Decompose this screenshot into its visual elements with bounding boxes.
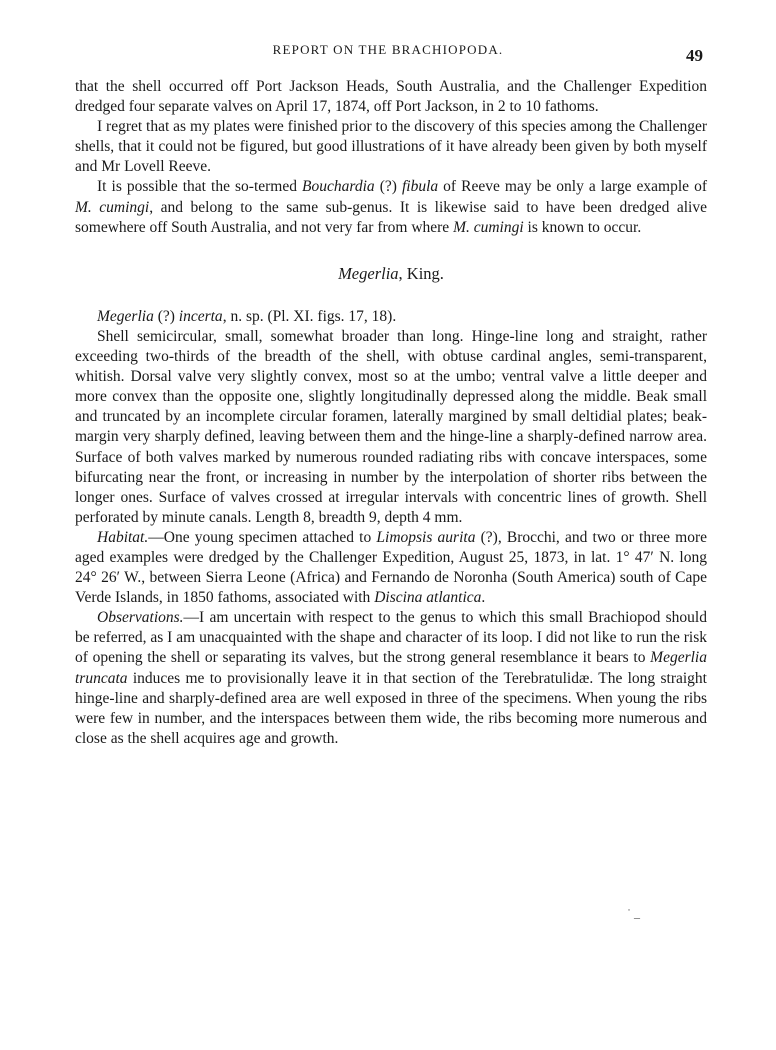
observations-label: Observations. bbox=[97, 609, 184, 627]
species-heading: Megerlia (?) incerta, n. sp. (Pl. XI. figs. 17, 18). bbox=[97, 307, 397, 325]
paragraph-bouchardia: It is possible that the so-termed Bouchardia (?) fibula of Reeve may be only a large example of M. cumingi, and belong to the same sub-genus. It is likewise said to have been dredged alive somewhere off South Australia, and not very far from where M. cumingi is known to occur. bbox=[75, 178, 707, 236]
paragraph-continuation: that the shell occurred off Port Jackson Heads, South Australia, and the Challenger Expedition dredged four separate valves on April 17, 1874, off Port Jackson, in 2 to 10 fathoms. bbox=[75, 78, 707, 116]
genus-name: Megerlia bbox=[338, 263, 399, 283]
running-header: REPORT ON THE BRACHIOPODA. bbox=[272, 42, 504, 57]
page-number: 49 bbox=[686, 46, 703, 65]
body-text bbox=[75, 77, 707, 749]
species-description: Shell semicircular, small, somewhat broader than long. Hinge-line long and straight, rather exceeding two-thirds of the breadth of the shell, with obtuse cardinal angles, semi-transparent, whitish. Dorsal valve very slightly convex, most so at the umbo; ventral valve a little deeper and more convex than the opposite one, slightly longitudinally depressed along the middle. Beak small and truncated by an incomplete circular foramen, laterally margined by small deltidial plates; beak-margin very sharply defined, leaving between them and the hinge-line a sharply-defined narrow area. Surface of both valves marked by numerous rounded radiating ribs with concave interspaces, some bifurcating near the front, or increasing in number by the interpolation of shorter ribs between the longer ones. Surface of valves crossed at irregular intervals with concentric lines of growth. Shell perforated by minute canals. Length 8, breadth 9, depth 4 mm. bbox=[75, 327, 707, 526]
taxon-fibula: fibula bbox=[401, 178, 439, 196]
observations-paragraph: Observations.—I am uncertain with respect to the genus to which this small Brachiopod should be referred, as I am unacquainted with the shape and character of its loop. I did not like to run the risk of opening the shell or separating its valves, but the strong general resemblance it bears to Megerlia truncata induces me to provisionally leave it in that section of the Terebratulidæ. The long straight hinge-line and sharply-defined area are well exposed in three of the specimens. When young the ribs were few in number, and the interspaces between them wide, the ribs becoming more numerous and close as the shell acquires age and growth. bbox=[75, 609, 707, 747]
taxon-bouchardia: Bouchardia bbox=[302, 178, 375, 196]
genus-author: , King. bbox=[398, 263, 444, 283]
habitat-label: Habitat. bbox=[97, 528, 149, 546]
taxon-discina: Discina atlantica bbox=[374, 589, 482, 607]
taxon-megerlia-truncata: Megerlia truncata bbox=[75, 649, 707, 687]
taxon-limopsis: Limopsis aurita bbox=[376, 528, 476, 546]
habitat-paragraph: Habitat.—One young specimen attached to Limopsis aurita (?), Brocchi, and two or three more aged examples were dredged by the Challenger Expedition, August 25, 1873, in lat. 1° 47′ N. long 24° 26′ W., between Sierra Leone (Africa) and Fernando de Noronha (South America) south of Cape Verde Islands, in 1850 fathoms, associated with Discina atlantica. bbox=[75, 528, 708, 607]
paragraph-illustrations: I regret that as my plates were finished prior to the discovery of this species among the Challenger shells, that it could not be figured, but good illustrations of it have already been given by both myself and Mr Lovell Reeve. bbox=[75, 118, 707, 176]
section-heading bbox=[75, 264, 707, 284]
stray-mark: ˙ _ bbox=[627, 906, 640, 920]
taxon-m-cumingi-2: M. cumingi bbox=[453, 218, 524, 236]
taxon-m-cumingi: M. cumingi bbox=[75, 198, 150, 216]
